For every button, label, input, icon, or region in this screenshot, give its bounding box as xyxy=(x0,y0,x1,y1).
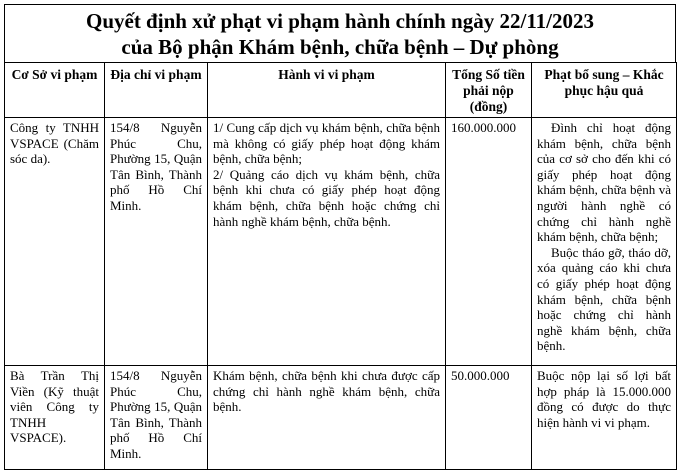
title-line-1: Quyết định xử phạt vi phạm hành chính ngày 22/11/2023 xyxy=(85,9,594,33)
additional-item: Buộc nộp lại số lợi bất hợp pháp là 15.000.000 đồng có được do thực hiện hành vi vi phạm. xyxy=(537,368,671,430)
violations-table xyxy=(4,62,677,470)
violation-item: Khám bệnh, chữa bệnh khi chưa được cấp chứng chỉ hành nghề khám bệnh, chữa bệnh. xyxy=(213,368,440,415)
header-address: Địa chỉ vi phạm xyxy=(105,63,208,118)
table-row xyxy=(5,118,677,366)
additional-item: Đình chỉ hoạt động khám bệnh, chữa bệnh của cơ sở cho đến khi có giấy phép hoạt động khám bệnh, chữa bệnh và người hành nghề có chứng chỉ hành nghề khám bệnh, chữa bệnh; xyxy=(537,120,671,245)
document-title xyxy=(4,4,676,62)
header-amount: Tổng Số tiền phải nộp (đồng) xyxy=(446,63,532,118)
cell-facility: Công ty TNHH VSPACE (Chăm sóc da). xyxy=(5,118,105,366)
header-violation: Hành vi vi phạm xyxy=(208,63,446,118)
cell-facility: Bà Trần Thị Viền (Kỹ thuật viên Công ty TNHH VSPACE). xyxy=(5,366,105,470)
violation-item: 2/ Quảng cáo dịch vụ khám bệnh, chữa bệnh khi chưa có giấy phép hoạt động khám bệnh, chữa bệnh hoặc chứng chỉ hành nghề khám bệnh, chữa bệnh. xyxy=(213,166,440,229)
cell-address: 154/8 Nguyễn Phúc Chu, Phường 15, Quận Tân Bình, Thành phố Hồ Chí Minh. xyxy=(105,366,208,470)
cell-violation xyxy=(208,118,446,366)
cell-additional xyxy=(532,118,677,366)
cell-additional xyxy=(532,366,677,470)
additional-item: Buộc tháo gỡ, tháo dỡ, xóa quảng cáo khi chưa có giấy phép hoạt động khám bệnh, chữa bệnh hoặc chứng chỉ hành nghề khám bệnh, chữa bệnh. xyxy=(537,244,671,354)
document-page xyxy=(4,4,676,466)
header-facility: Cơ Sở vi phạm xyxy=(5,63,105,118)
header-additional: Phạt bổ sung – Khắc phục hậu quả xyxy=(532,63,677,118)
cell-amount: 50.000.000 xyxy=(446,366,532,470)
cell-amount: 160.000.000 xyxy=(446,118,532,366)
title-line-2: của Bộ phận Khám bệnh, chữa bệnh – Dự phòng xyxy=(121,35,559,59)
cell-violation xyxy=(208,366,446,470)
cell-address: 154/8 Nguyễn Phúc Chu, Phường 15, Quận Tân Bình, Thành phố Hồ Chí Minh. xyxy=(105,118,208,366)
table-header-row xyxy=(5,63,677,118)
table-row xyxy=(5,366,677,470)
violation-item: 1/ Cung cấp dịch vụ khám bệnh, chữa bệnh mà không có giấy phép hoạt động khám bệnh, chữa bệnh; xyxy=(213,120,440,167)
